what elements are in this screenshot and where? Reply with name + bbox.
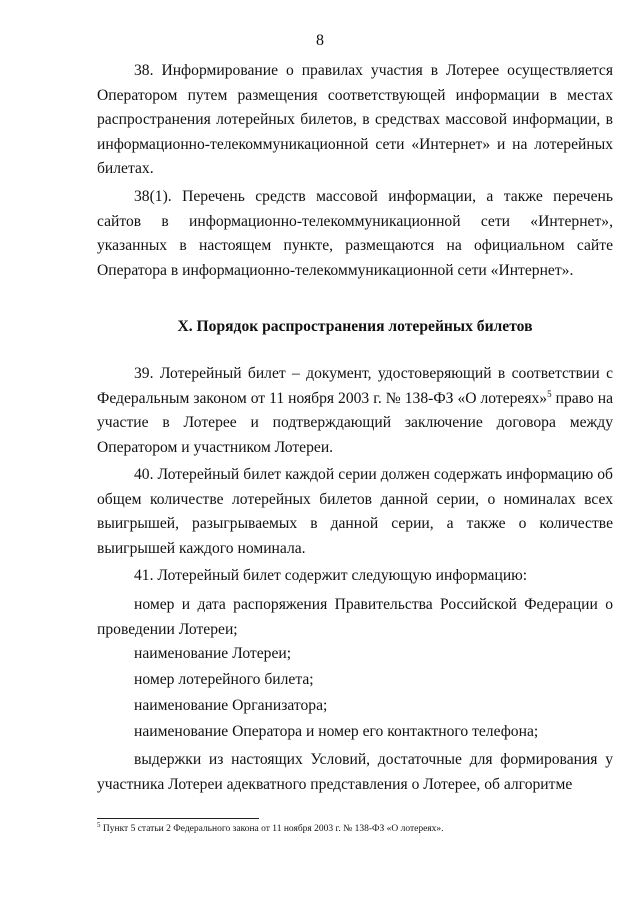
footnote-reference: 5 — [547, 388, 552, 399]
section-heading: X. Порядок распространения лотерейных билетов — [177, 318, 533, 335]
page-number: 8 — [316, 32, 324, 49]
paragraph-38-1: 38(1). Перечень средств массовой информации, а также перечень сайтов в информационно-телекоммуникационной сети «Интернет», указанных в настоящем пункте, размещаются на официальном сайте Оператора в информационно-телекоммуникационной сети «Интернет». — [97, 188, 613, 279]
footnote-number: 5 — [97, 820, 101, 829]
list-item-lottery-name: наименование Лотереи; — [134, 645, 292, 662]
list-item-organizer-name: наименование Организатора; — [134, 697, 328, 714]
paragraph-40: 40. Лотерейный билет каждой серии должен содержать информацию об общем количестве лотерейных билетов данной серии, о номиналах всех выигрышей, разыгрываемых в данной серии, а также о количестве выигрышей каждого номинала. — [97, 466, 613, 557]
paragraph-39-text-end: право на участие в Лотерее и подтверждающий заключение договора между Оператором и участником Лотереи. — [97, 389, 613, 456]
paragraph-41: 41. Лотерейный билет содержит следующую информацию: — [134, 567, 528, 584]
list-item-conditions-excerpt: выдержки из настоящих Условий, достаточные для формирования у участника Лотереи адекватного представления о Лотерее, об алгоритме — [97, 751, 613, 793]
paragraph-39 — [97, 362, 613, 460]
list-item-ticket-number: номер лотерейного билета; — [134, 671, 314, 688]
paragraph-39-text-start: 39. Лотерейный билет – документ, удостоверяющий в соответствии с Федеральным законом от 11 ноября 2003 г. № 138-ФЗ «О лотереях» — [97, 365, 613, 407]
footnote — [97, 820, 444, 834]
list-item-operator-name: наименование Оператора и номер его контактного телефона; — [134, 723, 539, 740]
list-item-order-number: номер и дата распоряжения Правительства Российской Федерации о проведении Лотереи; — [97, 596, 613, 638]
footnote-text: Пункт 5 статьи 2 Федерального закона от 11 ноября 2003 г. № 138-ФЗ «О лотереях». — [100, 824, 444, 834]
paragraph-38: 38. Информирование о правилах участия в Лотерее осуществляется Оператором путем размещения соответствующей информации в местах распространения лотерейных билетов, в средствах массовой информации, в информационно-телекоммуникационной сети «Интернет» и на лотерейных билетах. — [97, 62, 613, 177]
footnote-separator — [97, 818, 259, 819]
